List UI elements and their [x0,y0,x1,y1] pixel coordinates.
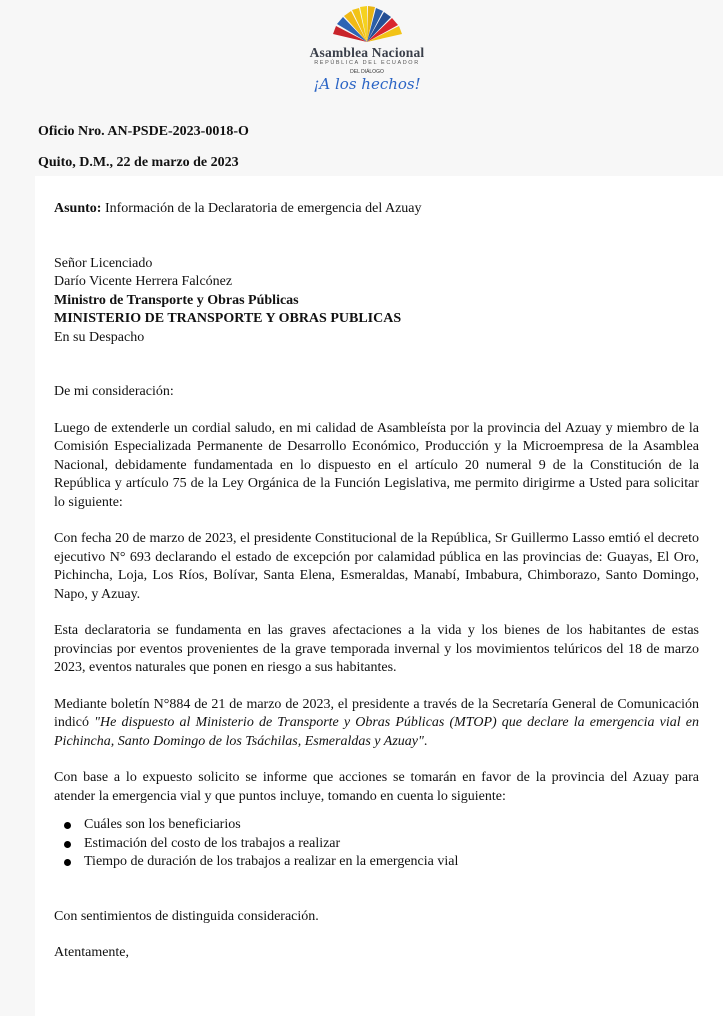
sign-off: Atentamente, [54,945,130,960]
oficio-number: Oficio Nro. AN-PSDE-2023-0018-O [38,124,249,139]
paragraph-2: Con fecha 20 de marzo de 2023, el presidente Constitucional de la República, Sr Guillermo Lasso emtió el decreto ejecutivo N° 693 declarando el estado de excepción por calamidad pública en las provincias de: Guayas, El Oro, Pichincha, Loja, Los Ríos, Bolívar, Santa Elena, Esmeraldas, Manabí, Imbabura, Chimborazo, Santo Domingo, Napo, y Azuay. [54,531,699,602]
asunto-text: Información de la Declaratoria de emergencia del Azuay [101,201,422,216]
paragraph-4-intro: Mediante boletín N°884 de 21 de marzo de 2023, el presidente a través de la Secretaría General de Comunicación indicó [54,696,699,730]
closing: Con sentimientos de distinguida consideración. [54,908,319,924]
paragraph-4-end: . [423,733,428,749]
recipient-office: En su Despacho [54,329,145,345]
slogan: ¡A los hechos! [313,75,421,93]
recipient-name: Darío Vicente Herrera Falcónez [54,274,233,289]
logo-small-text: DEL DIÁLOGO [350,69,384,75]
bullet-icon [64,859,71,866]
country-name: REPÚBLICA DEL ECUADOR [314,60,420,66]
sun-emblem-icon [322,4,412,44]
bullet-icon [64,822,71,829]
asunto-label: Asunto: [54,201,102,216]
paragraph-4-quote: "He dispuesto al Ministerio de Transporte y Obras Públicas (MTOP) que declare la emergencia vial en Pichincha, Santo Domingo de los Tsáchilas, Esmeraldas y Azuay" [54,715,699,749]
recipient-title: Señor Licenciado [54,255,153,271]
recipient-institution: MINISTERIO DE TRANSPORTE Y OBRAS PUBLICAS [54,311,402,326]
paragraph-1: Luego de extenderle un cordial saludo, en mi calidad de Asambleísta por la provincia del Azuay y miembro de la Comisión Especializada Permanente de Desarrollo Económico, Producción y la Microempresa de la Asamblea Nacional, debidamente fundamentada en lo dispuesto en el artículo 20 numeral 9 de la Constitución de la República y artículo 75 de la Ley Orgánica de la Función Legislativa, me permito dirigirme a Usted para solicitar lo siguiente: [54,420,699,510]
bullet-icon [64,841,71,848]
salutation: De mi consideración: [54,384,174,399]
list-item [54,853,699,872]
paragraph-3: Esta declaratoria se fundamenta en las graves afectaciones a la vida y los bienes de los habitantes de estas provincias por eventos provenientes de la grave temporada invernal y los movimientos telúricos del 18 de marzo 2023, eventos naturales que ponen en riesgo a sus habitantes. [54,623,699,675]
list-item-text: Estimación del costo de los trabajos a realizar [84,835,341,851]
recipient-position: Ministro de Transporte y Obras Públicas [54,292,299,308]
paragraph-5: Con base a lo expuesto solicito se informe que acciones se tomarán en favor de la provincia del Azuay para atender la emergencia vial y que puntos incluye, tomando en cuenta lo siguiente: [54,770,699,804]
document-date: Quito, D.M., 22 de marzo de 2023 [38,155,239,170]
list-item [54,816,699,835]
asunto-line [54,200,699,219]
letter-body [54,200,699,963]
list-item [54,835,699,854]
org-name: Asamblea Nacional [309,45,425,60]
list-item-text: Cuáles son los beneficiarios [84,817,241,832]
bullet-list [54,816,699,872]
list-item-text: Tiempo de duración de los trabajos a realizar en la emergencia vial [84,854,459,869]
asamblea-nacional-logo [292,4,442,100]
paragraph-4 [54,696,699,752]
